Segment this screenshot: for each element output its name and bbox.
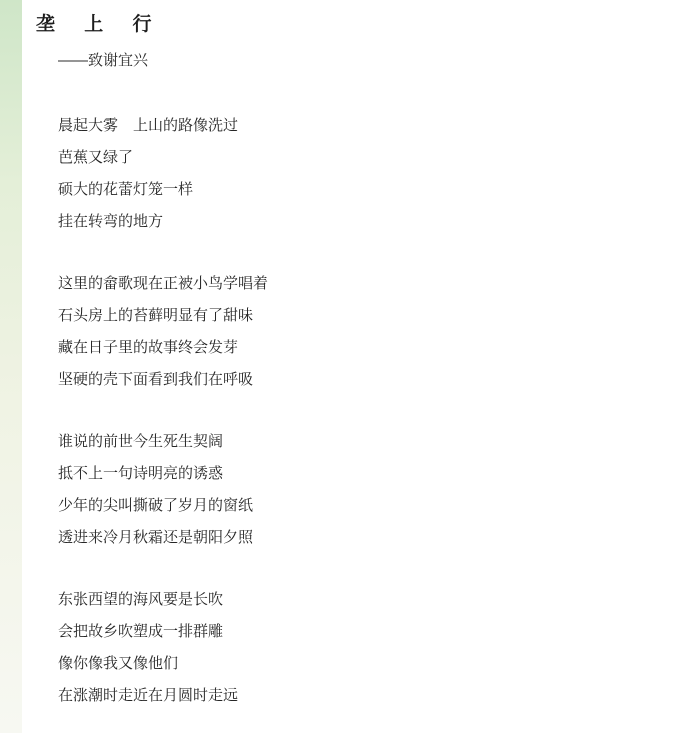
decorative-left-gradient-strip (0, 0, 22, 733)
poem-line: 透进来冷月秋霜还是朝阳夕照 (58, 529, 254, 546)
stanza-3 (22, 426, 675, 554)
poem-line: 石头房上的苔藓明显有了甜味 (58, 307, 254, 324)
stanza-1 (22, 110, 675, 238)
stanza-2 (22, 268, 675, 396)
poem-line: 抵不上一句诗明亮的诱惑 (58, 465, 224, 482)
poem-line: 像你像我又像他们 (58, 655, 179, 672)
poem-line: 东张西望的海风要是长吹 (58, 591, 224, 608)
poem-line: 少年的尖叫撕破了岁月的窗纸 (58, 497, 254, 514)
poem-content-area (22, 0, 675, 733)
poem-line: 这里的畲歌现在正被小鸟学唱着 (58, 275, 269, 292)
poem-line: 谁说的前世今生死生契阔 (58, 433, 224, 450)
dedication-line: ——致谢宜兴 (58, 52, 149, 69)
poem-line: 晨起大雾 上山的路像洗过 (58, 117, 239, 134)
poem-line: 挂在转弯的地方 (58, 213, 164, 230)
poem-line: 硕大的花蕾灯笼一样 (58, 181, 194, 198)
poem-line: 在涨潮时走近在月圆时走远 (58, 687, 239, 704)
poem-line: 藏在日子里的故事终会发芽 (58, 339, 239, 356)
page-title: 垄 上 行 (36, 14, 164, 35)
poem-line: 芭蕉又绿了 (58, 149, 134, 166)
poem-line: 会把故乡吹塑成一排群雕 (58, 623, 224, 640)
stanza-4 (22, 584, 675, 712)
poem-line: 坚硬的壳下面看到我们在呼吸 (58, 371, 254, 388)
